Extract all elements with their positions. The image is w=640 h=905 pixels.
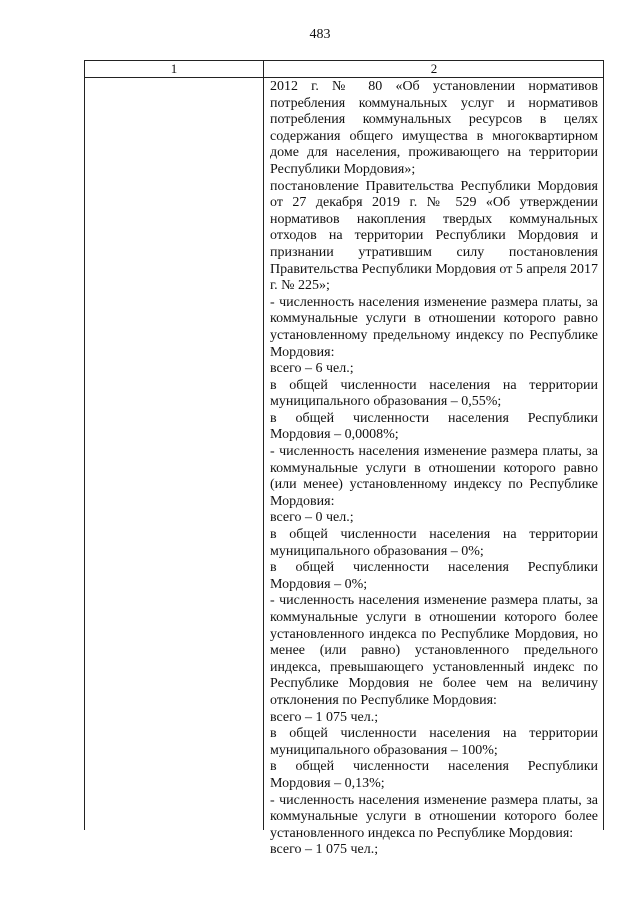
paragraph: - численность населения изменение размера платы, за коммунальные услуги в отношении которого равно установленному предельному индексу по Республике Мордовия: — [270, 294, 598, 360]
table-cell-col1 — [85, 79, 263, 819]
paragraph: 2012 г. № 80 «Об установлении нормативов потребления коммунальных услуг и нормативов потребления коммунальных ресурсов в целях содержания общего имущества в многоквартирном доме для населения, проживающего на территории Республики Мордовия»; — [270, 79, 598, 177]
paragraph: всего – 1 075 чел.; — [270, 709, 379, 725]
page-number: 483 — [309, 27, 331, 42]
paragraph: в общей численности населения на территории муниципального образования – 0,55%; — [270, 377, 598, 410]
paragraph: в общей численности населения Республики Мордовия – 0,0008%; — [270, 410, 598, 443]
paragraph: всего – 1 075 чел.; — [270, 842, 379, 858]
paragraph: всего – 6 чел.; — [270, 361, 354, 377]
column-header-2: 2 — [430, 61, 438, 76]
paragraph: всего – 0 чел.; — [270, 510, 354, 526]
paragraph: в общей численности населения на территории муниципального образования – 0%; — [270, 527, 598, 559]
paragraph: в общей численности населения на территории муниципального образования – 100%; — [270, 726, 598, 758]
paragraph: в общей численности населения Республики Мордовия – 0%; — [270, 560, 598, 592]
paragraph: постановление Правительства Республики Мордовия от 27 декабря 2019 г. № 529 «Об утверждении нормативов накопления твердых коммунальных отходов на территории Республики Мордовия и признании утратившим силу постановления Правительства Республики Мордовия от 5 апреля 2017 г. № 225»; — [270, 178, 599, 294]
column-divider — [263, 61, 264, 830]
paragraph: - численность населения изменение размера платы, за коммунальные услуги в отношении которого более установленного индекса по Республике Мордовия: — [270, 792, 598, 841]
table-header-row — [85, 61, 603, 78]
document-table — [84, 60, 604, 858]
paragraph: - численность населения изменение размера платы, за коммунальные услуги в отношении которого более установленного индекса по Республике Мордовия, но менее (или равно) установленного предельного индекса, превышающего установленный индекс по Республике Мордовия не более чем на величину отклонения по Республике Мордовия: — [270, 593, 598, 708]
column-header-1: 1 — [170, 61, 178, 76]
paragraph: - численность населения изменение размера платы, за коммунальные услуги в отношении которого равно (или менее) установленному индексу по Республике Мордовия: — [270, 444, 598, 509]
paragraph: в общей численности населения Республики Мордовия – 0,13%; — [270, 759, 598, 791]
table-cell-col2 — [270, 79, 598, 859]
